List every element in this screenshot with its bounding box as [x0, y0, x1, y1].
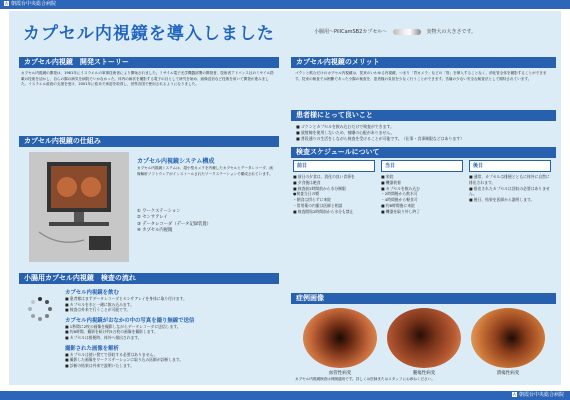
flow-steps [65, 288, 275, 368]
system-description: カプセル内視鏡システムは、超小型カメラを内蔵したカプセルとデータレコーダ、画像解析ソフトウェアがインストールされたワークステーションで構成されています。 [137, 166, 273, 176]
step-line: ■ 検査は外来で行うことが可能です。 [65, 307, 131, 313]
schedule-line: ■ 機器装着 [381, 179, 401, 185]
step-line: ■ 患者様はまずデータレコーダとセンサアレイを身体に取り付けます。 [65, 296, 187, 301]
schedule-line: ■ 検査前2時間前から水分制限 [293, 185, 346, 191]
schedule-line: ・4時間後から軽食可 [381, 197, 418, 203]
step-line: ■ 約8時間、撮影を続け約5万枚の画像を撮影します。 [65, 329, 158, 335]
schedule-line: ■ 夕食後は絶食 [293, 179, 321, 185]
hospital-logo-icon-footer: A [513, 392, 516, 397]
schedule-line: ■ 通常、カプセルは排便とともに体外に自然に排出されます。 [469, 174, 550, 185]
cases-heading: 症例画像 [291, 293, 556, 304]
schedule-line: ●検査当日の朝 [293, 191, 320, 197]
schedule-line: ■ 検査開始2時間前から水分も禁止 [293, 208, 354, 214]
flow-heading: 小腸用カプセル内視鏡 検査の流れ [19, 273, 279, 284]
benefit-item: ■ 放射線を使用しないため、被曝の心配がありません。 [296, 130, 395, 135]
system-subheading: カプセル内視鏡システム構成 [137, 158, 215, 165]
poster [9, 11, 561, 385]
schedule-line: ・朝食は摂らずに来院 [293, 197, 331, 203]
case-caption: 潰瘍性病変 [496, 371, 520, 376]
step-title: 撮影された画像を解析 [65, 345, 119, 352]
hospital-logo-icon: A [5, 1, 8, 6]
schedule-column-before [293, 160, 375, 290]
system-components-list [137, 209, 211, 235]
hospital-name-footer: 朝霞台中央総合病院 [518, 392, 564, 398]
step-title: カプセル内視鏡がおなかの中の写真を撮り無線で送信 [65, 317, 195, 324]
capsule-label: 小腸用〜PillCamSB2カプセル〜 [314, 29, 388, 35]
capsule-size-note [314, 28, 476, 35]
schedule-line: ■ 前日の夕食は、消化の良い食事を [293, 174, 355, 179]
history-heading: カプセル内視鏡 開発ストーリー [19, 57, 279, 68]
component-item: ① ワークステーション [137, 209, 181, 214]
benefit-heading: 患者様にとって良いこと [291, 110, 556, 121]
poster-title: カプセル内視鏡を導入しました [23, 24, 275, 44]
step-line: ■ 撮影した画像をワークステーションに取り込み医師が診断します。 [65, 357, 184, 363]
schedule-line: ■ 機器を取り外し終了 [381, 208, 420, 214]
merit-heading: カプセル内視鏡のメリット [291, 57, 556, 68]
schedule-column-after [469, 160, 551, 290]
loading-spinner-icon [27, 296, 53, 322]
schedule-line: ■ 後日、結果を医師から説明します。 [469, 197, 535, 203]
schedule-column-day [381, 160, 463, 290]
step-line: ■ カプセルは使い捨てで回収する必要はありません。 [65, 351, 158, 357]
merit-body: ゴクンと飲むだけのカプセル内視鏡は、従来のいわゆる内視鏡、つまり「胃カメラ」などの「管」を挿入することなく、消化管全体を撮影することができます。従来の検査では困難であった小腸の検査を、患者様の負担を少なく行うことができます。苦痛の少ない安全な検査法として期待されています。 [295, 71, 547, 81]
history-body: カプセル内視鏡の開発は、1981年にイスラエルの軍事技術者により開始されました。ミサイル電子光学機器部署の開発者、技術者アドバンス社のミサイル搭載の技術を活かし、自らの腸の病気を病院でいかなかった。体内の病状を撮影する電子の目として研究を始め、画像送信など技術を用いて開発が進みました。イスラエル政府の支援を受け、2001年に欧米で承認を取得し、世界各国で使用されるようになりました。 [21, 71, 274, 87]
schedule-column-title: 後日 [469, 160, 551, 172]
cases-footer-note: カプセル内視鏡検査は保険適用です。詳しくは医師またはスタッフにお尋ねください。 [295, 377, 435, 381]
case-image-vascular [303, 308, 377, 368]
system-photo [29, 152, 129, 262]
step-line: ■ 診断の結果は外来で説明いたします。 [65, 362, 135, 368]
capsule-actual-size: 実物大の大きさです。 [426, 29, 477, 35]
benefit-item: ■ ゴクンとカプセルを飲み込むだけで検査ができます。 [296, 124, 394, 129]
schedule-heading: 検査スケジュールについて [291, 147, 556, 158]
schedule-line: ■ 来院 [381, 174, 394, 179]
component-item: ② センサアレイ [137, 215, 168, 221]
component-item: ④ カプセル内視鏡 [137, 228, 173, 234]
schedule-line: ■ 排出されたカプセルは回収の必要はありません。 [469, 185, 550, 197]
top-header-bar [0, 0, 570, 9]
benefit-item: ■ 普段通りの生活をしながら検査を受けることが可能です。（仕事・食事制限などはあります） [296, 136, 465, 141]
schedule-column-title: 前日 [293, 160, 375, 172]
step-line: ■ 1秒間に2枚の画像を撮影しながらデータレコーダに送信します。 [65, 323, 181, 329]
schedule-line: ■ カプセルを飲み込む [381, 185, 420, 191]
schedule-column-title: 当日 [381, 160, 463, 172]
case-caption: 腫瘍性病変 [412, 371, 436, 376]
step-line: ■ カプセルを水と一緒に飲み込みます。 [65, 301, 134, 307]
bottom-footer-bar [0, 391, 570, 400]
workstation-illustration-icon [29, 152, 129, 262]
case-caption: 血管性病変 [328, 371, 352, 376]
capsule-icon [393, 29, 421, 35]
step-title: カプセル内視鏡を飲む [65, 290, 119, 296]
hospital-name: 朝霞台中央総合病院 [11, 1, 57, 7]
case-image-ulcer [471, 308, 545, 368]
component-item: ③ データレコーダ（データ記録装置） [137, 221, 211, 227]
schedule-line: ・常用薬の内服は医師と相談 [293, 202, 343, 208]
schedule-line: ■ 約8時間後に来院 [381, 202, 415, 208]
mechanism-heading: カプセル内視鏡の仕組み [19, 136, 279, 147]
case-image-tumor [387, 308, 461, 368]
schedule-line: ・2時間後から飲水可 [381, 191, 418, 197]
step-line: ■ カプセルは排便時、体外へ排出されます。 [65, 334, 142, 340]
benefit-list [296, 124, 464, 142]
